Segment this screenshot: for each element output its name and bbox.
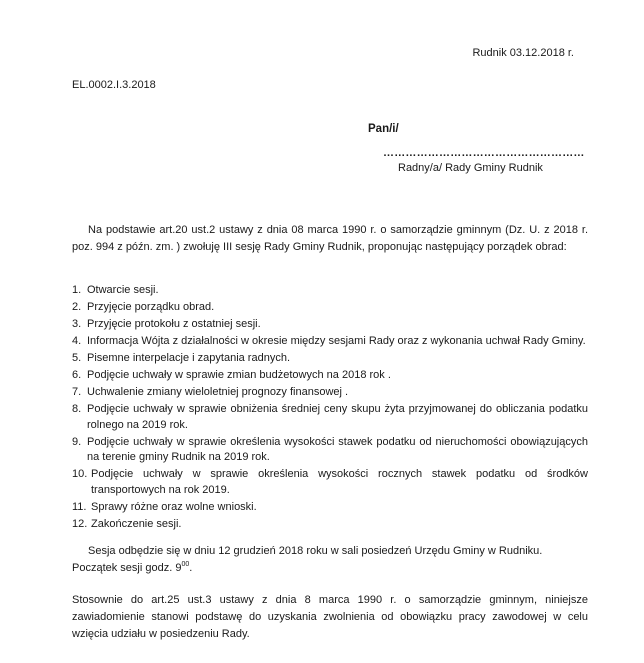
agenda-item-text: Podjęcie uchwały w sprawie obniżenia średniej ceny skupu żyta przyjmowanej do obliczania podatku rolnego na 2019 rok. <box>87 403 588 431</box>
place-and-date: Rudnik 03.12.2018 r. <box>472 47 574 59</box>
agenda-item <box>72 351 588 367</box>
agenda-item-number: 3. <box>72 318 82 330</box>
agenda-item-number: 7. <box>72 386 82 398</box>
agenda-item-number: 1. <box>72 284 82 296</box>
agenda-item <box>72 467 588 498</box>
agenda-item-text: Otwarcie sesji. <box>87 284 159 296</box>
agenda-item <box>72 317 588 333</box>
agenda-item <box>72 500 588 516</box>
agenda-item-text: Pisemne interpelacje i zapytania radnych. <box>87 352 291 364</box>
agenda-item-number: 6. <box>72 369 82 381</box>
agenda-item <box>72 385 588 401</box>
agenda-item-text: Przyjęcie protokołu z ostatniej sesji. <box>87 318 261 330</box>
agenda-item-text: Podjęcie uchwały w sprawie określenia wysokości stawek podatku od nieruchomości obowiązujących na terenie gminy Rudnik na 2019 rok. <box>87 435 588 463</box>
agenda-item-text: Przyjęcie porządku obrad. <box>87 301 215 313</box>
agenda-item-number: 5. <box>72 352 82 364</box>
intro-paragraph: Na podstawie art.20 ust.2 ustawy z dnia 08 marca 1990 r. o samorządzie gminnym (Dz. U. z 2018 r. poz. 994 z późn. zm. ) zwołuję III sesję Rady Gminy Rudnik, proponując następujący porządek obrad: <box>72 224 588 253</box>
agenda-list <box>72 283 588 534</box>
agenda-item-number: 12. <box>72 517 88 530</box>
agenda-item-text: Podjęcie uchwały w sprawie zmian budżetowych na 2018 rok . <box>87 369 391 381</box>
document-reference: EL.0002.I.3.2018 <box>72 79 156 91</box>
agenda-item-text: Uchwalenie zmiany wieloletniej prognozy finansowej . <box>87 386 349 398</box>
agenda-item-number: 11. <box>72 500 87 513</box>
agenda-item-text: Zakończenie sesji. <box>91 517 182 530</box>
agenda-item <box>72 435 588 466</box>
session-start-minutes: 00 <box>181 561 190 568</box>
session-info <box>72 543 588 577</box>
agenda-item-number: 10. <box>72 468 88 480</box>
agenda-item-number: 9. <box>72 435 82 448</box>
agenda-item <box>72 517 588 533</box>
session-date-text: Sesja odbędzie się w dniu 12 grudzień 2018 roku w sali posiedzeń Urzędu Gminy w Rudniku. <box>88 545 543 557</box>
agenda-item <box>72 402 588 433</box>
agenda-item-number: 2. <box>72 301 82 313</box>
agenda-item <box>72 300 588 316</box>
legal-notice-paragraph: Stosownie do art.25 ust.3 ustawy z dnia 8 marca 1990 r. o samorządzie gminnym, niniejsze zawiadomienie stanowi podstawę do uzyskania zwolnienia od obowiązku pracy zawodowej w celu wzięcia udziału w posiedzeniu Rady. <box>72 594 588 640</box>
agenda-item <box>72 334 588 350</box>
addressee-salutation: Pan/i/ <box>368 123 399 135</box>
agenda-item-text: Informacja Wójta z działalności w okresie między sesjami Rady oraz z wykonania uchwał Rady Gminy. <box>87 335 586 347</box>
agenda-item-text: Podjęcie uchwały w sprawie określenia wysokości rocznych stawek podatku od środków transportowych na rok 2019. <box>91 468 588 496</box>
agenda-item <box>72 283 588 299</box>
agenda-item <box>72 368 588 384</box>
addressee-name-placeholder: ……………………………………………… <box>383 147 585 159</box>
agenda-item-number: 8. <box>72 403 82 415</box>
agenda-item-text: Sprawy różne oraz wolne wnioski. <box>91 500 257 513</box>
agenda-item-number: 4. <box>72 335 82 347</box>
addressee-recipient: Radny/a/ Rady Gminy Rudnik <box>398 162 543 174</box>
session-start-time: Początek sesji godz. $9^{00}$. <box>72 561 193 574</box>
